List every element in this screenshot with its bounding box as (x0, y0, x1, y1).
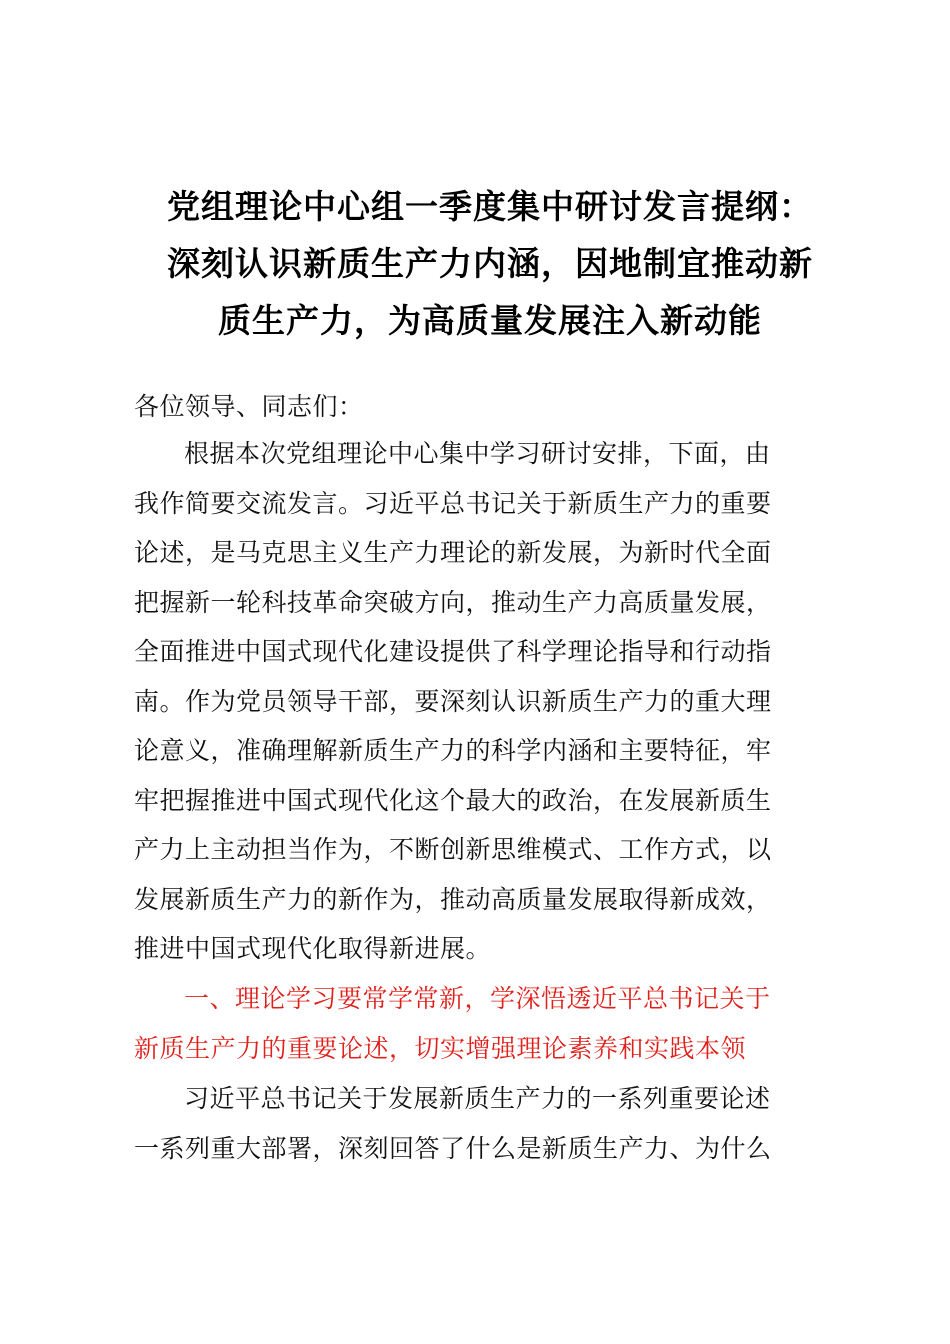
paragraph-line: 全面推进中国式现代化建设提供了科学理论指导和行动指 (134, 637, 772, 666)
heading-line: 一、理论学习要常学常新，学深悟透近平总书记关于 (184, 984, 771, 1013)
paragraph-line: 习近平总书记关于发展新质生产力的一系列重要论述 (184, 1084, 771, 1113)
paragraph-line: 产力上主动担当作为，不断创新思维模式、工作方式，以 (134, 835, 772, 864)
heading-line: 新质生产力的重要论述，切实增强理论素养和实践本领 (134, 1033, 747, 1063)
paragraph-line: 牢把握推进中国式现代化这个最大的政治，在发展新质生 (134, 785, 772, 815)
title-line: 深刻认识新质生产力内涵，因地制宜推动新 (167, 244, 813, 283)
paragraph-line: 我作简要交流发言。习近平总书记关于新质生产力的重要 (134, 488, 772, 518)
title-line: 党组理论中心组一季度集中研讨发言提纲： (167, 187, 813, 226)
paragraph-line: 根据本次党组理论中心集中学习研讨安排，下面，由 (184, 439, 771, 468)
paragraph-line: 论述，是马克思主义生产力理论的新发展，为新时代全面 (134, 538, 772, 567)
paragraph-line: 发展新质生产力的新作为，推动高质量发展取得新成效， (134, 884, 772, 914)
document-title (130, 178, 850, 349)
paragraph-line: 论意义，准确理解新质生产力的科学内涵和主要特征，牢 (134, 736, 772, 765)
title-line: 质生产力，为高质量发展注入新动能 (218, 301, 762, 340)
paragraph-line: 推进中国式现代化取得新进展。 (134, 934, 492, 963)
paragraph-line: 一系列重大部署，深刻回答了什么是新质生产力、为什么 (134, 1133, 772, 1163)
intro-paragraph (134, 429, 834, 974)
paragraph-line: 南。作为党员领导干部，要深刻认识新质生产力的重大理 (134, 686, 772, 716)
salutation: 各位领导、同志们： (134, 392, 364, 421)
section-heading (134, 974, 834, 1073)
section-paragraph (134, 1074, 834, 1173)
paragraph-line: 把握新一轮科技革命突破方向，推动生产力高质量发展， (134, 587, 772, 617)
